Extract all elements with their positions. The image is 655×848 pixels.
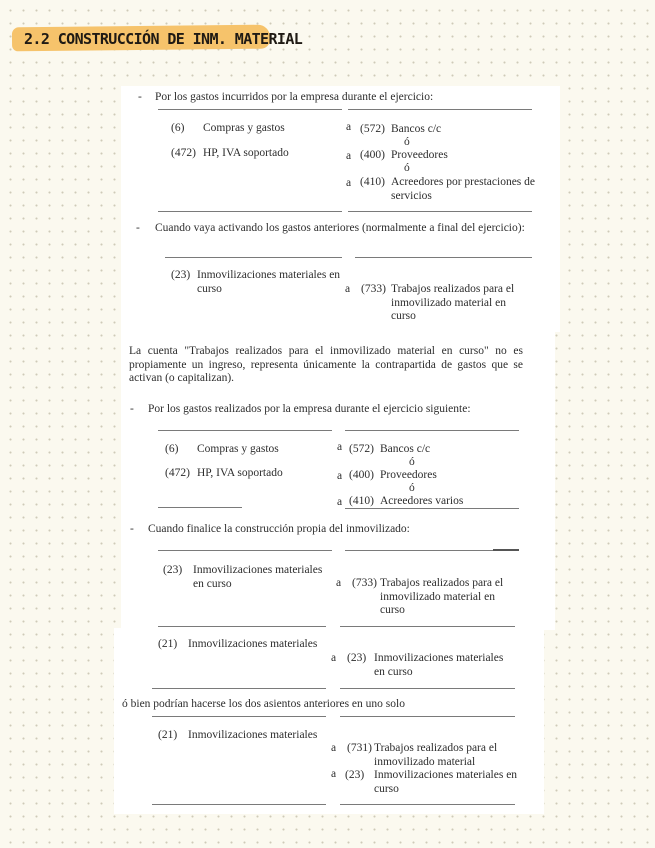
- s1-left-name-2: HP, IVA soportado: [203, 147, 289, 159]
- s6-a-1: a: [331, 742, 337, 754]
- s1-right-code-1: (572): [360, 123, 385, 135]
- s3-o-1: ó: [409, 456, 415, 468]
- rule: [158, 211, 342, 212]
- s1-right-name-1: Bancos c/c: [391, 123, 442, 135]
- bullet: -: [130, 403, 134, 415]
- rule: [158, 109, 342, 110]
- s1-a-1: a: [346, 121, 352, 133]
- s3-right-name-3: Acreedores varios: [380, 495, 464, 507]
- rule: [345, 550, 493, 551]
- rule: [158, 550, 332, 551]
- s5-right-code: (23): [347, 652, 367, 664]
- s1-a-3: a: [346, 177, 352, 189]
- s2-left-name: Inmovilizaciones materiales en curso: [197, 269, 341, 295]
- alt-text: ó bien podrían hacerse los dos asientos anteriores en uno solo: [122, 698, 405, 710]
- bullet: -: [138, 91, 142, 103]
- s3-a-2: a: [337, 470, 343, 482]
- s4-intro: Cuando finalice la construcción propia del inmovilizado:: [148, 523, 410, 535]
- s5-left-name: Inmovilizaciones materiales: [188, 638, 318, 650]
- s6-right-name-2: Inmovilizaciones materiales en curso: [374, 769, 518, 795]
- s3-a-3: a: [337, 496, 343, 508]
- s6-left-code: (21): [158, 729, 178, 741]
- s6-left-name: Inmovilizaciones materiales: [188, 729, 318, 741]
- rule: [152, 804, 326, 805]
- s2-a: a: [345, 283, 351, 295]
- s2-right-name: Trabajos realizados para el inmovilizado material en curso: [391, 283, 515, 322]
- s3-left-name-2: HP, IVA soportado: [197, 467, 283, 479]
- s1-o-1: ó: [404, 136, 410, 148]
- rule: [348, 109, 532, 110]
- s3-right-name-1: Bancos c/c: [380, 443, 431, 455]
- rule: [152, 716, 326, 717]
- s1-right-code-3: (410): [360, 176, 385, 188]
- s1-intro: Por los gastos incurridos por la empresa durante el ejercicio:: [155, 91, 434, 103]
- s3-o-2: ó: [409, 482, 415, 494]
- s1-left-code-2: (472): [171, 147, 196, 159]
- s3-right-name-2: Proveedores: [380, 469, 437, 481]
- s1-a-2: a: [346, 150, 352, 162]
- s3-left-code-2: (472): [165, 467, 190, 479]
- rule: [158, 626, 326, 627]
- rule: [340, 804, 515, 805]
- s4-left-code: (23): [163, 564, 183, 576]
- s6-a-2: a: [331, 768, 337, 780]
- s3-left-name-1: Compras y gastos: [197, 443, 279, 455]
- rule: [345, 508, 519, 509]
- note-paragraph: La cuenta "Trabajos realizados para el inmovilizado material en curso" no es propiamente un ingreso, representa únicamente la contrapartida de gastos que se activan (o capitalizan).: [129, 345, 523, 384]
- s1-right-name-3: Acreedores por prestaciones de servicios: [391, 176, 536, 202]
- rule: [340, 626, 515, 627]
- s3-right-code-1: (572): [349, 443, 374, 455]
- s1-o-2: ó: [404, 162, 410, 174]
- s6-right-code-2: (23): [345, 769, 365, 781]
- s3-right-code-2: (400): [349, 469, 374, 481]
- s2-left-code: (23): [171, 269, 191, 281]
- s5-left-code: (21): [158, 638, 178, 650]
- s4-right-name: Trabajos realizados para el inmovilizado material en curso: [380, 577, 504, 616]
- rule: [340, 688, 515, 689]
- s1-right-name-2: Proveedores: [391, 149, 448, 161]
- s5-right-name: Inmovilizaciones materiales en curso: [374, 652, 504, 678]
- s6-right-name-1: Trabajos realizados para el inmovilizado material: [374, 742, 498, 768]
- page-title: 2.2 CONSTRUCCIÓN DE INM. MATERIAL: [24, 30, 303, 48]
- rule: [345, 430, 519, 431]
- s6-right-code-1: (731): [347, 742, 372, 754]
- rule: [158, 430, 332, 431]
- s4-left-name: Inmovilizaciones materiales en curso: [193, 564, 323, 590]
- rule: [158, 507, 242, 508]
- s4-a: a: [336, 577, 342, 589]
- s3-right-code-3: (410): [349, 495, 374, 507]
- rule: [165, 257, 342, 258]
- s4-right-code: (733): [352, 577, 377, 589]
- s1-left-name-1: Compras y gastos: [203, 122, 285, 134]
- rule: [355, 257, 532, 258]
- s1-left-code-1: (6): [171, 122, 185, 134]
- s3-left-code-1: (6): [165, 443, 179, 455]
- bullet: -: [136, 222, 140, 234]
- s5-a: a: [331, 652, 337, 664]
- s3-intro: Por los gastos realizados por la empresa durante el ejercicio siguiente:: [148, 403, 471, 415]
- s1-right-code-2: (400): [360, 149, 385, 161]
- bullet: -: [130, 523, 134, 535]
- rule: [348, 211, 532, 212]
- rule: [340, 716, 515, 717]
- s2-right-code: (733): [361, 283, 386, 295]
- rule: [493, 549, 519, 551]
- s2-intro: Cuando vaya activando los gastos anteriores (normalmente a final del ejercicio):: [155, 222, 525, 234]
- s3-a-1: a: [337, 441, 343, 453]
- rule: [152, 688, 326, 689]
